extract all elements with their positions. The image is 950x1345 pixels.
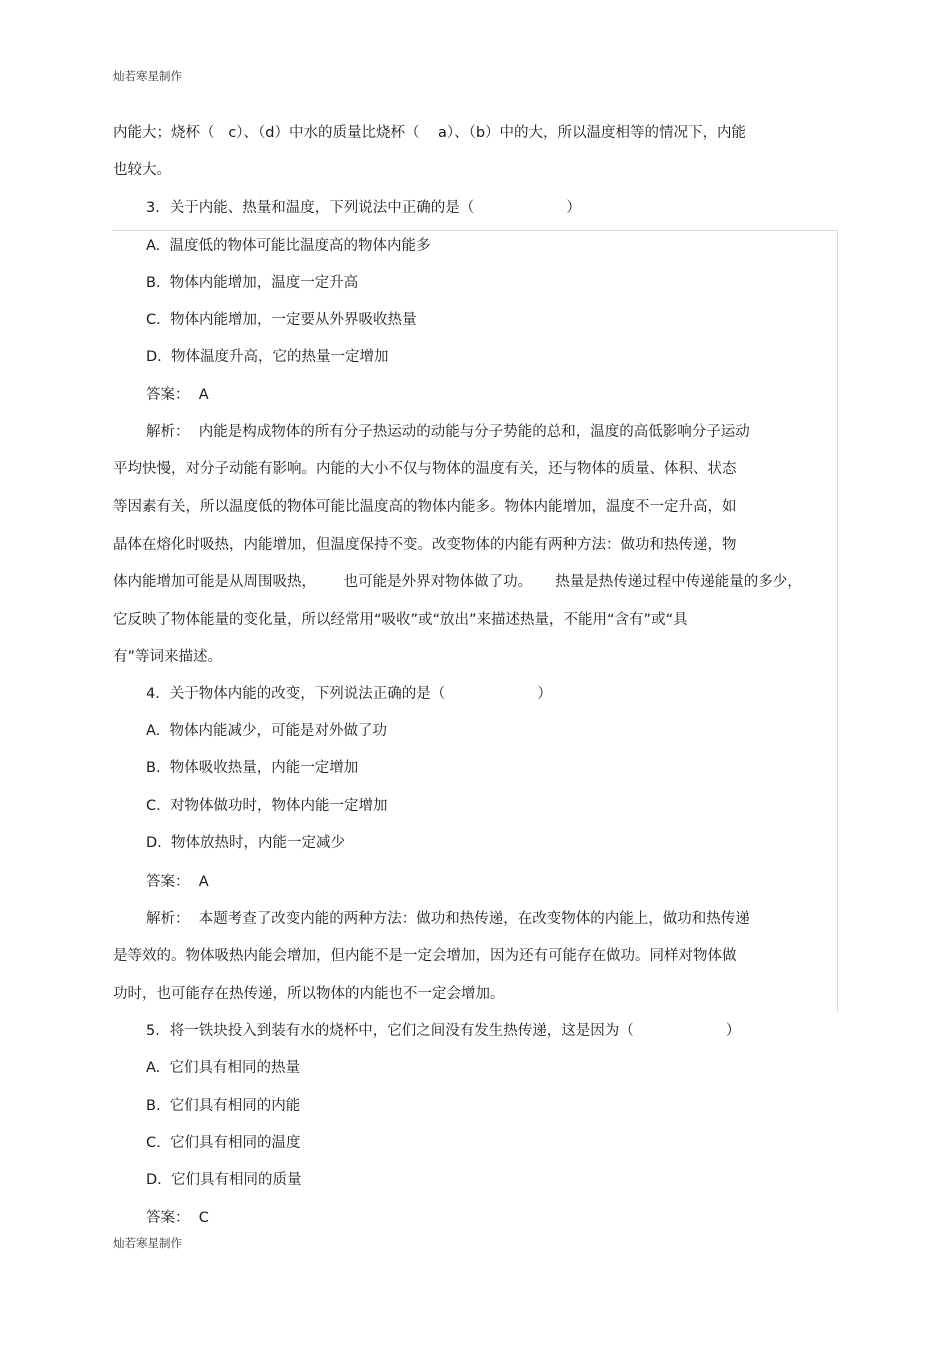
page-header: 灿若寒星制作 — [113, 69, 182, 83]
question-3-analysis-line-2: 平均快慢，对分子动能有影响。内能的大小不仅与物体的温度有关，还与物体的质量、体积、状态 — [113, 461, 737, 477]
question-3-stem: 3．关于内能、热量和温度，下列说法中正确的是（ ） — [146, 200, 581, 216]
question-5-stem: 5．将一铁块投入到装有水的烧杯中，它们之间没有发生热传递，这是因为（ ） — [146, 1023, 741, 1039]
question-3-option-c: C. 物体内能增加，一定要从外界吸收热量 — [146, 312, 417, 328]
question-3-analysis-line-7: 有”等词来描述。 — [113, 649, 223, 665]
question-4-analysis-line-1: 解析： 本题考查了改变内能的两种方法：做功和热传递，在改变物体的内能上，做功和热传递 — [146, 911, 750, 927]
question-4-option-a: A. 物体内能减少，可能是对外做了功 — [146, 723, 387, 739]
question-3-analysis-line-1: 解析： 内能是构成物体的所有分子热运动的动能与分子势能的总和，温度的高低影响分子运动 — [146, 424, 750, 440]
question-5-option-b: B. 它们具有相同的内能 — [146, 1098, 301, 1114]
question-5-option-c: C. 它们具有相同的温度 — [146, 1135, 301, 1151]
question-4-option-c: C. 对物体做功时，物体内能一定增加 — [146, 798, 388, 814]
question-3-analysis-line-4: 晶体在熔化时吸热，内能增加，但温度保持不变。改变物体的内能有两种方法：做功和热传递，物 — [113, 537, 737, 553]
question-4-answer: 答案： A — [146, 874, 209, 890]
question-5-option-d: D. 它们具有相同的质量 — [146, 1172, 302, 1188]
question-3-option-d: D. 物体温度升高，它的热量一定增加 — [146, 349, 389, 365]
question-3-option-a: A. 温度低的物体可能比温度高的物体内能多 — [146, 238, 431, 254]
question-4-stem: 4．关于物体内能的改变，下列说法正确的是（ ） — [146, 686, 552, 702]
question-3-option-b: B. 物体内能增加，温度一定升高 — [146, 275, 359, 291]
question-5-answer: 答案： C — [146, 1210, 209, 1226]
question-3-analysis-line-6: 它反映了物体能量的变化量，所以经常用“吸收”或“放出”来描述热量，不能用“含有”或“具 — [113, 612, 688, 628]
question-3-analysis-line-3: 等因素有关，所以温度低的物体可能比温度高的物体内能多。物体内能增加，温度不一定升高，如 — [113, 499, 737, 515]
question-3-answer: 答案： A — [146, 387, 209, 403]
question-4-analysis-line-3: 功时，也可能存在热传递，所以物体的内能也不一定会增加。 — [113, 986, 505, 1002]
question-5-option-a: A. 它们具有相同的热量 — [146, 1060, 300, 1076]
frame-top-line — [112, 230, 838, 231]
question-3-analysis-line-5: 体内能增加可能是从周围吸热， 也可能是外界对物体做了功。 热量是热传递过程中传递能量的多少， — [113, 574, 802, 590]
continuation-line-2: 也较大。 — [113, 162, 171, 178]
frame-right-line — [837, 230, 838, 1012]
question-4-analysis-line-2: 是等效的。物体吸热内能会增加，但内能不是一定会增加，因为还有可能存在做功。同样对物体做 — [113, 948, 737, 964]
continuation-line-1: 内能大；烧杯（ c）、（d）中水的质量比烧杯（ a）、（b）中的大，所以温度相等的情况下，内能 — [113, 125, 747, 141]
page-footer: 灿若寒星制作 — [113, 1236, 182, 1250]
question-4-option-b: B. 物体吸收热量，内能一定增加 — [146, 760, 359, 776]
question-4-option-d: D. 物体放热时，内能一定减少 — [146, 835, 345, 851]
